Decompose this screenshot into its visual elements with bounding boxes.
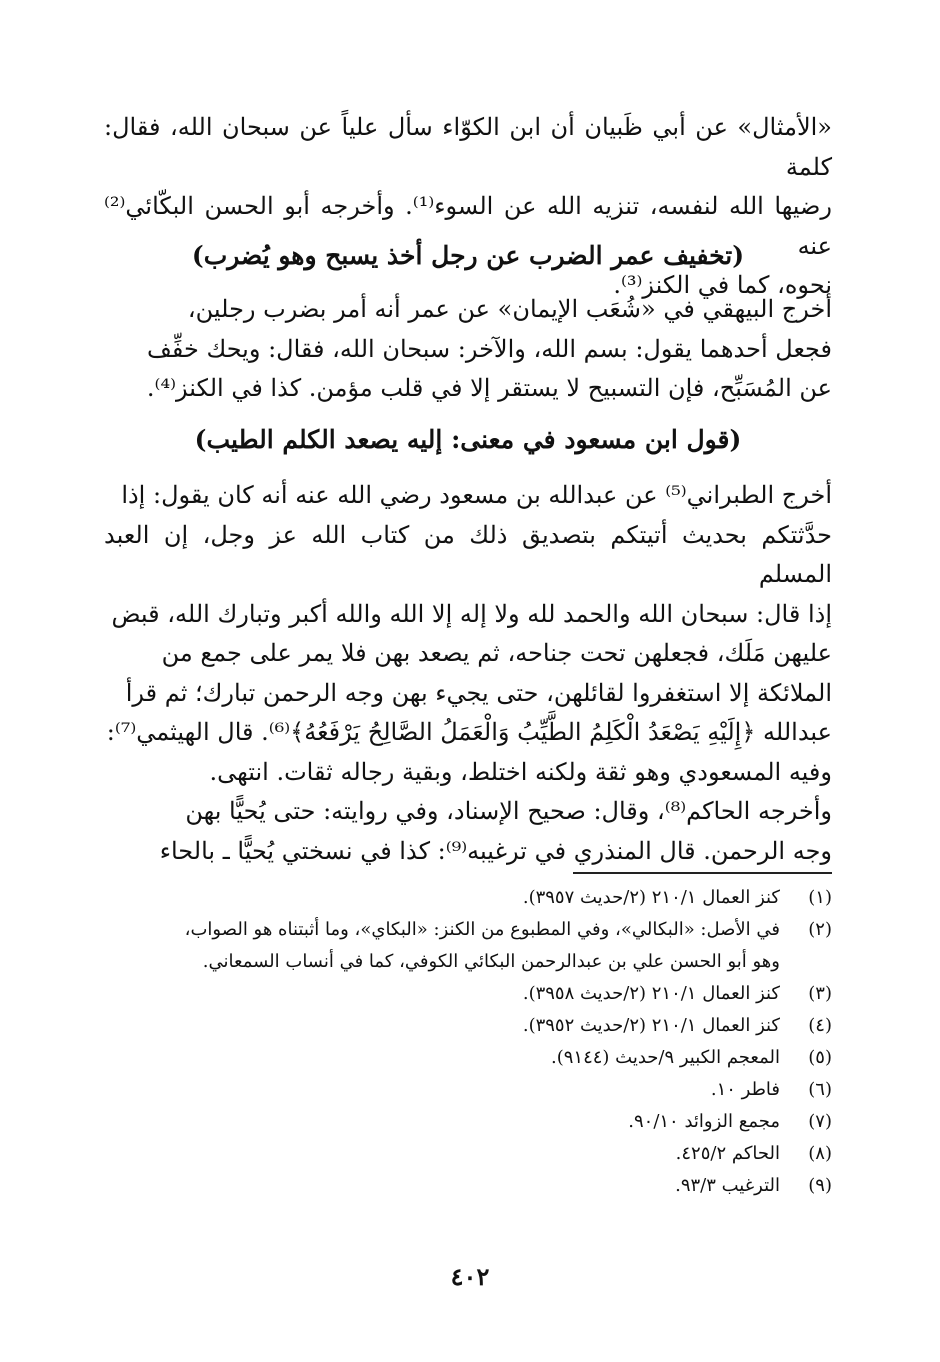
text-line: وأخرجه الحاكم⁽⁸⁾، وقال: صحيح الإسناد، وفي روايته: حتى يُحيًّا بهن [185,797,832,825]
footnote-text: في الأصل: «البكالي»، وفي المطبوع من الكنز: «البكاي»، وما أثبتناه هو الصواب، [184,919,780,940]
footnote-text: المعجم الكبير ٩/حديث (٩١٤٤). [550,1047,780,1068]
footnote [104,1010,832,1042]
text-line: رضيها الله لنفسه، تنزيه الله عن السوء⁽¹⁾. وأخرجه أبو الحسن البكّائي⁽²⁾ عنه [104,192,832,260]
footnote-number: (١) [808,887,832,908]
footnote-text: مجمع الزوائد ٩٠/١٠. [628,1111,780,1132]
section-heading-1: (تخفيف عمر الضرب عن رجل أخذ يسبح وهو يُضرب) [191,241,745,270]
footnote-text: وهو أبو الحسن علي بن عبدالرحمن البكائي الكوفي، كما في أنساب السمعاني. [202,951,780,972]
footnote-text: الحاكم ٤٢٥/٢. [675,1143,780,1164]
footnote [104,882,832,914]
footnote-number: (٦) [808,1079,832,1100]
footnote-number [780,946,832,978]
footnote [104,1138,832,1170]
footnote-number: (٨) [808,1143,832,1164]
footnote-number: (٢) [808,919,832,940]
text-line: إذا قال: سبحان الله والحمد لله ولا إله إلا الله والله أكبر وتبارك الله، قبض [111,599,832,628]
text-line: أخرج البيهقي في «شُعَب الإيمان» عن عمر أنه أمر بضرب رجلين، [187,295,832,323]
footnote [104,946,832,978]
text-line: الملائكة إلا استغفروا لقائلهن، حتى يجيء بهن وجه الرحمن تبارك؛ ثم قرأ [125,678,832,707]
footnote-number: (٣) [808,983,832,1004]
page-number: ٤٠٢ [450,1262,490,1291]
section-heading-2: (قول ابن مسعود في معنى: إليه يصعد الكلم الطيب) [194,425,742,454]
text-line: أخرج الطبراني⁽⁵⁾ عن عبدالله بن مسعود رضي الله عنه أنه كان يقول: إذا [121,481,832,509]
text-line: عبدالله ﴿إِلَيْهِ يَصْعَدُ الْكَلِمُ الطَّيِّبُ وَالْعَمَلُ الصَّالِحُ يَرْفَعُهُ﴾⁽⁶⁾. قال الهيثمي⁽⁷⁾: [106,718,832,746]
text-line: عليهن مَلَك، فجعلهن تحت جناحه، ثم يصعد بهن فلا يمر على جمع من [161,639,832,667]
footnote [104,1170,832,1202]
footnote [104,1042,832,1074]
footnote-number: (٥) [808,1047,832,1068]
footnote [104,978,832,1010]
footnote-text: فاطر ١٠. [710,1079,780,1100]
footnote [104,914,832,946]
footnote-text: كنز العمال ٢١٠/١ (٢/حديث ٣٩٥٧). [522,887,780,908]
text-line: فجعل أحدهما يقول: بسم الله، والآخر: سبحان الله، فقال: ويحك خفِّف [147,334,832,363]
footnote-number: (٧) [808,1111,832,1132]
footnotes [104,882,832,1202]
paragraph-3 [104,476,832,871]
paragraph-2 [104,290,832,409]
footnote-text: كنز العمال ٢١٠/١ (٢/حديث ٣٩٥٢). [522,1015,780,1036]
footnote-divider [573,872,832,874]
text-line: نحوه، كما في الكنز⁽³⁾. [613,271,832,299]
text-line: «الأمثال» عن أبي ظَبيان أن ابن الكوّاء سأل علياً عن سبحان الله، فقال: كلمة [104,113,832,181]
footnote [104,1106,832,1138]
text-line: وفيه المسعودي وهو ثقة ولكنه اختلط، وبقية رجاله ثقات. انتهى. [209,757,832,786]
text-line: عن المُسَبِّح، فإن التسبيح لا يستقر إلا في قلب مؤمن. كذا في الكنز⁽⁴⁾. [146,374,832,402]
text-line: وجه الرحمن. قال المنذري في ترغيبه⁽⁹⁾: كذا في نسختي يُحيًّا ـ بالحاء [159,836,832,865]
footnote-number: (٤) [808,1015,832,1036]
footnote-number: (٩) [808,1175,832,1196]
footnote-text: الترغيب ٩٣/٣. [675,1175,780,1196]
footnote-text: كنز العمال ٢١٠/١ (٢/حديث ٣٩٥٨). [522,983,780,1004]
text-line: حدَّثتكم بحديث أتيتكم بتصديق ذلك من كتاب الله عز وجل، إن العبد المسلم [104,520,832,588]
footnote [104,1074,832,1106]
